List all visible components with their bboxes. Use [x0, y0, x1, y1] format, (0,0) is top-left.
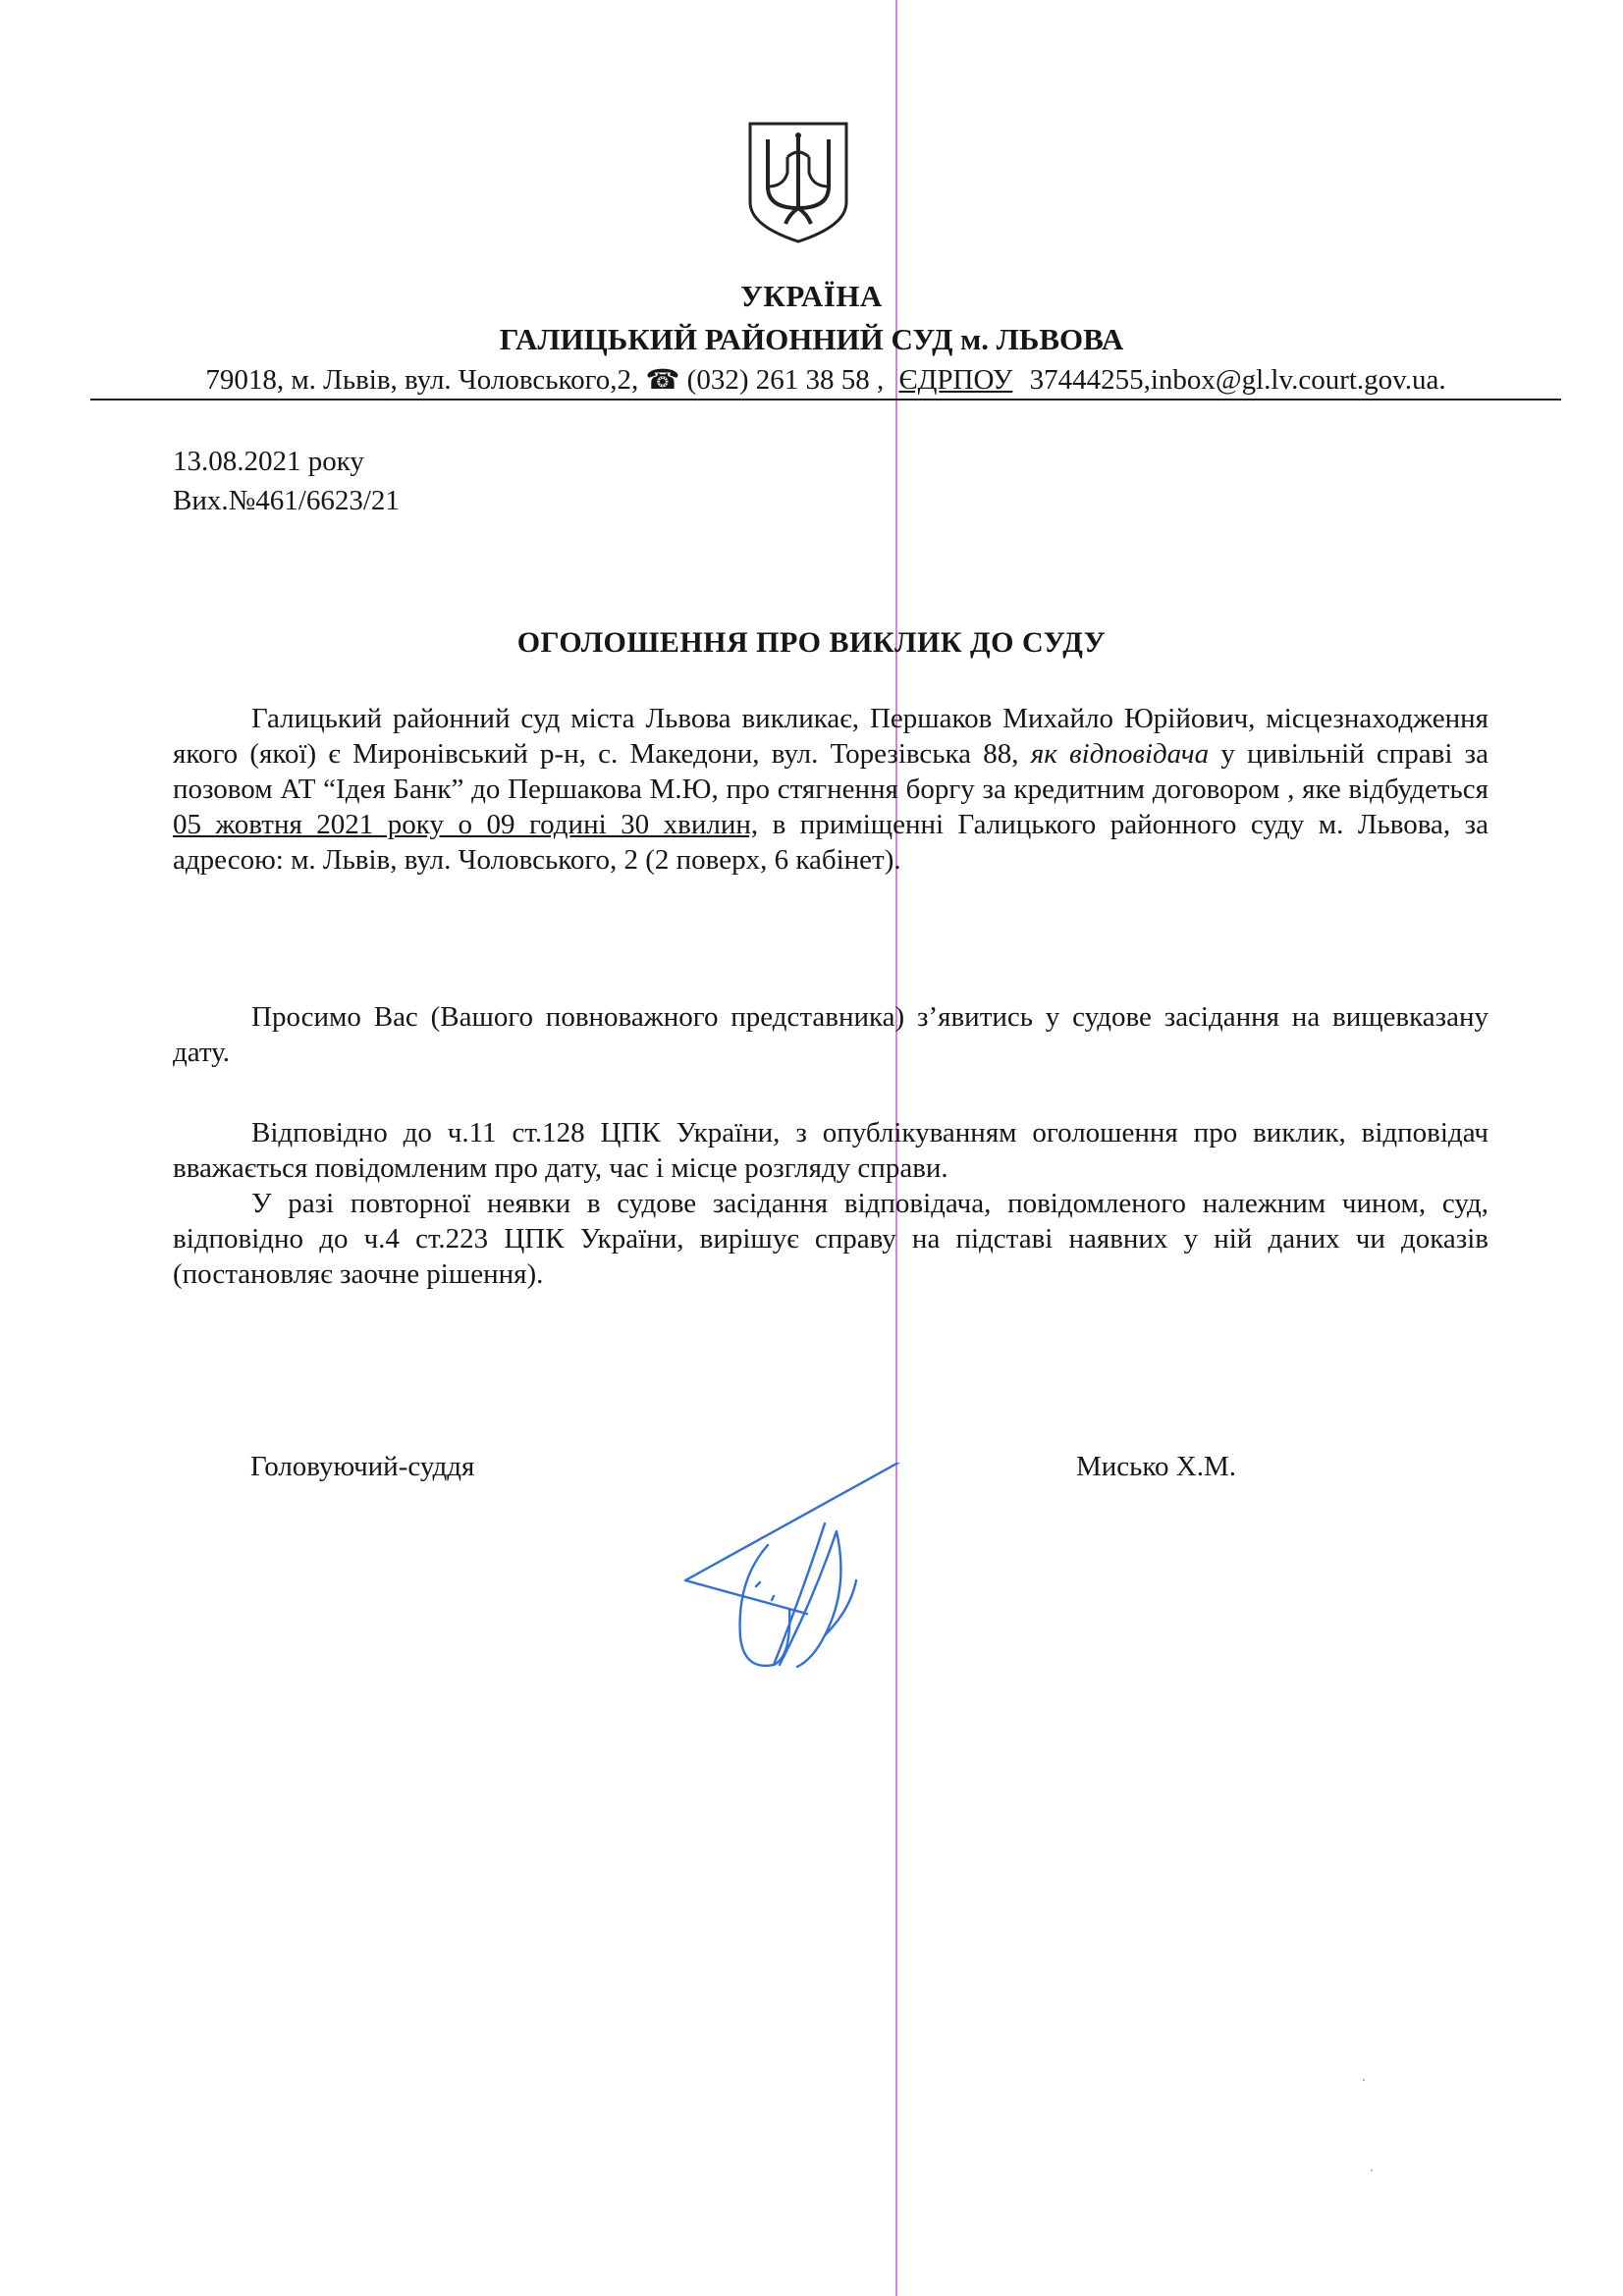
default-judgment-paragraph: У разі повторної неявки в судове засідання відповідача, повідомленого належним чином, суд, відповідно до ч.4 ст.223 ЦПК України, вирішує справу на підставі наявних у ній даних чи доказів (постановляє заочне рішення). [173, 1188, 1488, 1290]
scan-speck [1371, 2169, 1373, 2171]
phone-number: (032) 261 38 58 , [679, 364, 885, 396]
edrpou-and-email: 37444255,inbox@gl.lv.court.gov.ua. [1022, 364, 1446, 396]
notice-title: ОГОЛОШЕННЯ ПРО ВИКЛИК ДО СУДУ [516, 626, 1107, 659]
signatory-name: Мисько Х.М. [1076, 1451, 1236, 1482]
edrpou-label: ЄДРПОУ [898, 364, 1013, 396]
outgoing-number: Вих.№461/6623/21 [173, 485, 400, 516]
summons-text-c: в приміщенні Галицького районного суду м. Львова, за адресою: м. Львів, вул. Чоловського, 2 (2 поверх, 6 кабінет). [173, 809, 1488, 876]
phone-icon: ☎ [645, 365, 680, 396]
handwritten-signature [677, 1463, 933, 1698]
summons-text-b: у цивільній справі за позовом АТ “Ідея Банк” до Першакова М.Ю, про стягнення боргу за кредитним договором , яке відбудеться [173, 738, 1488, 805]
signatory-role: Головуючий-суддя [250, 1451, 475, 1482]
hearing-datetime: 05 жовтня 2021 року о 09 годині 30 хвилин, [173, 809, 759, 840]
scan-speck [1363, 2079, 1365, 2081]
country-name: УКРАЇНА [740, 279, 883, 313]
appearance-request-paragraph: Просимо Вас (Вашого повноважного представника) з’явитись у судове засідання на вищевказану дату. [173, 1001, 1488, 1068]
summons-text-a: Галицький районний суд міста Львова викликає, Першаков Михайло Юрійович, місцезнаходження якого (якої) є Миронівський р-н, с. Македони, вул. Торезівська 88, [173, 703, 1488, 770]
court-address-line [90, 361, 1561, 400]
document-date: 13.08.2021 року [173, 446, 364, 477]
ukraine-coat-of-arms-icon [744, 118, 852, 245]
legal-basis-paragraph: Відповідно до ч.11 ст.128 ЦПК України, з опублікуванням оголошення про виклик, відповідач вважається повідомленим про дату, час і місце розгляду справи. [173, 1117, 1488, 1184]
court-name: ГАЛИЦЬКИЙ РАЙОННИЙ СУД м. ЛЬВОВА [499, 322, 1124, 356]
defendant-role: як відповідача [1030, 738, 1210, 770]
summons-paragraph [173, 701, 1488, 878]
address-text: 79018, м. Львів, вул. Чоловського,2, [205, 364, 639, 396]
document-meta [173, 442, 400, 520]
